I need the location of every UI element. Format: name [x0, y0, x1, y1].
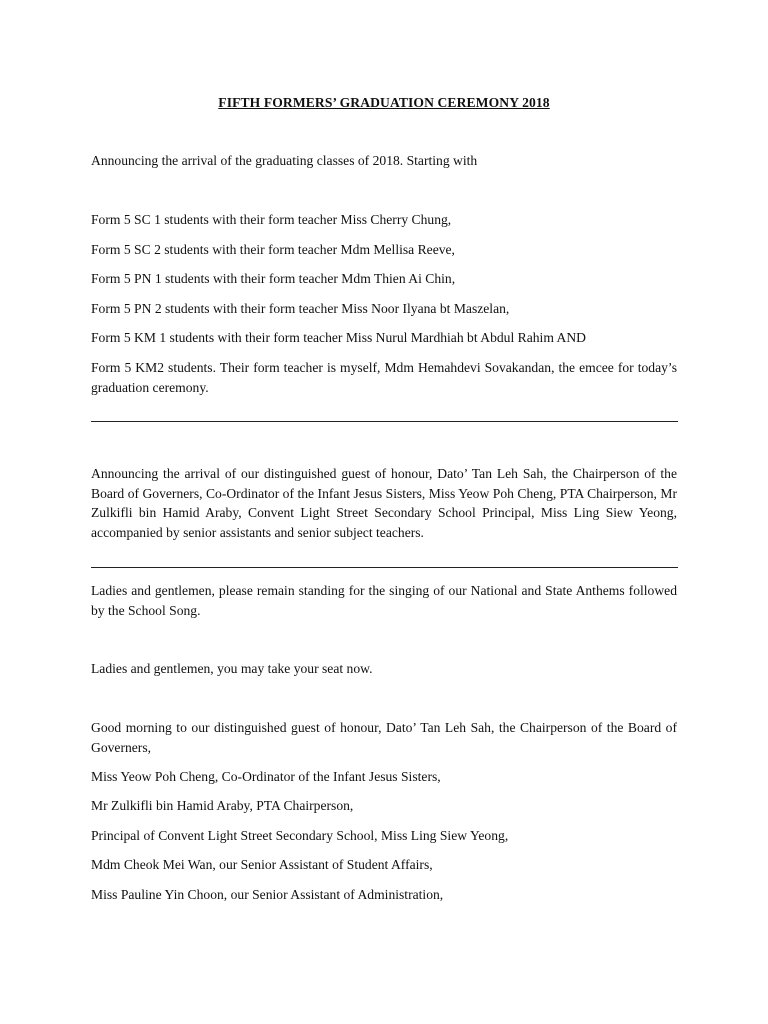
greeting-line: Good morning to our distinguished guest of honour, Dato’ Tan Leh Sah, the Chairperson of the Board of Governers,: [91, 720, 677, 755]
greeting-line: Principal of Convent Light Street Secondary School, Miss Ling Siew Yeong,: [91, 828, 509, 843]
intro-paragraph: Announcing the arrival of the graduating classes of 2018. Starting with: [91, 153, 478, 168]
greeting-line: Miss Yeow Poh Cheng, Co-Ordinator of the Infant Jesus Sisters,: [91, 769, 441, 784]
greeting-line: Miss Pauline Yin Choon, our Senior Assistant of Administration,: [91, 887, 444, 902]
divider: [91, 421, 678, 422]
class-line: Form 5 KM 1 students with their form teacher Miss Nurul Mardhiah bt Abdul Rahim AND: [91, 330, 586, 345]
anthems-paragraph: Ladies and gentlemen, please remain standing for the singing of our National and State Anthems followed by the School Song.: [91, 583, 677, 618]
guest-announcement-paragraph: Announcing the arrival of our distinguished guest of honour, Dato’ Tan Leh Sah, the Chairperson of the Board of Governers, Co-Ordinator of the Infant Jesus Sisters, Miss Yeow Poh Cheng, PTA Chairperson, Mr Zulkifli bin Hamid Araby, Convent Light Street Secondary School Principal, Miss Ling Siew Yeong, accompanied by senior assistants and senior subject teachers.: [91, 466, 677, 540]
greeting-line: Mdm Cheok Mei Wan, our Senior Assistant of Student Affairs,: [91, 857, 433, 872]
class-line: Form 5 PN 1 students with their form teacher Mdm Thien Ai Chin,: [91, 271, 456, 286]
class-line: Form 5 PN 2 students with their form teacher Miss Noor Ilyana bt Maszelan,: [91, 301, 510, 316]
class-line: Form 5 SC 1 students with their form teacher Miss Cherry Chung,: [91, 212, 452, 227]
class-line: Form 5 KM2 students. Their form teacher is myself, Mdm Hemahdevi Sovakandan, the emcee for today’s graduation ceremony.: [91, 360, 677, 395]
document-title: FIFTH FORMERS’ GRADUATION CEREMONY 2018: [218, 95, 550, 110]
seat-paragraph: Ladies and gentlemen, you may take your seat now.: [91, 661, 373, 676]
class-line: Form 5 SC 2 students with their form teacher Mdm Mellisa Reeve,: [91, 242, 455, 257]
greeting-line: Mr Zulkifli bin Hamid Araby, PTA Chairperson,: [91, 798, 354, 813]
divider: [91, 567, 678, 568]
